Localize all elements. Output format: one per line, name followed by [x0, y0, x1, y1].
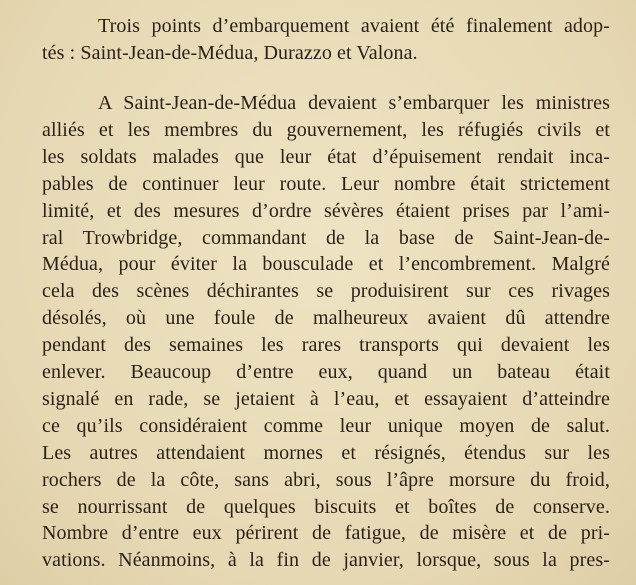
- text-line: limité, et des mesures d’ordre sévères étaient prises par l’ami-: [42, 199, 610, 222]
- text-line: alliés et les membres du gouvernement, les réfugiés civils et: [42, 118, 610, 141]
- text-line: rochers de la côte, sans abri, sous l’âpre morsure du froid,: [42, 468, 610, 491]
- text-line: tés : Saint-Jean-de-Médua, Durazzo et Valona.: [42, 41, 418, 64]
- text-line: les soldats malades que leur état d’épuisement rendait inca-: [42, 145, 610, 168]
- text-line: pendant des semaines les rares transports qui devaient les: [42, 334, 610, 357]
- text-line: cela des scènes déchirantes se produisirent sur ces rivages: [42, 280, 610, 303]
- text-line: Trois points d’embarquement avaient été finalement adop-: [98, 15, 610, 37]
- text-line: Nombre d’entre eux périrent de fatigue, de misère et de pri-: [42, 522, 610, 545]
- text-line: enlever. Beaucoup d’entre eux, quand un bateau était: [42, 361, 610, 383]
- text-line: vations. Néanmoins, à la fin de janvier, lorsque, sous la pres-: [42, 549, 610, 572]
- text-line: A Saint-Jean-de-Médua devaient s’embarquer les ministres: [98, 92, 610, 114]
- text-line: signalé en rade, se jetaient à l’eau, et essayaient d’atteindre: [42, 387, 610, 410]
- text-line: ce qu’ils considéraient comme leur unique moyen de salut.: [42, 414, 610, 437]
- text-line: Médua, pour éviter la bousculade et l’encombrement. Malgré: [42, 253, 610, 276]
- text-line: désolés, où une foule de malheureux avaient dû attendre: [42, 307, 610, 330]
- text-line: se nourrissant de quelques biscuits et boîtes de conserve.: [42, 495, 610, 518]
- text-line: ral Trowbridge, commandant de la base de Saint-Jean-de-: [42, 226, 610, 249]
- text-line: Les autres attendaient mornes et résignés, étendus sur les: [42, 441, 610, 464]
- text-line: pables de continuer leur route. Leur nombre était strictement: [42, 172, 610, 195]
